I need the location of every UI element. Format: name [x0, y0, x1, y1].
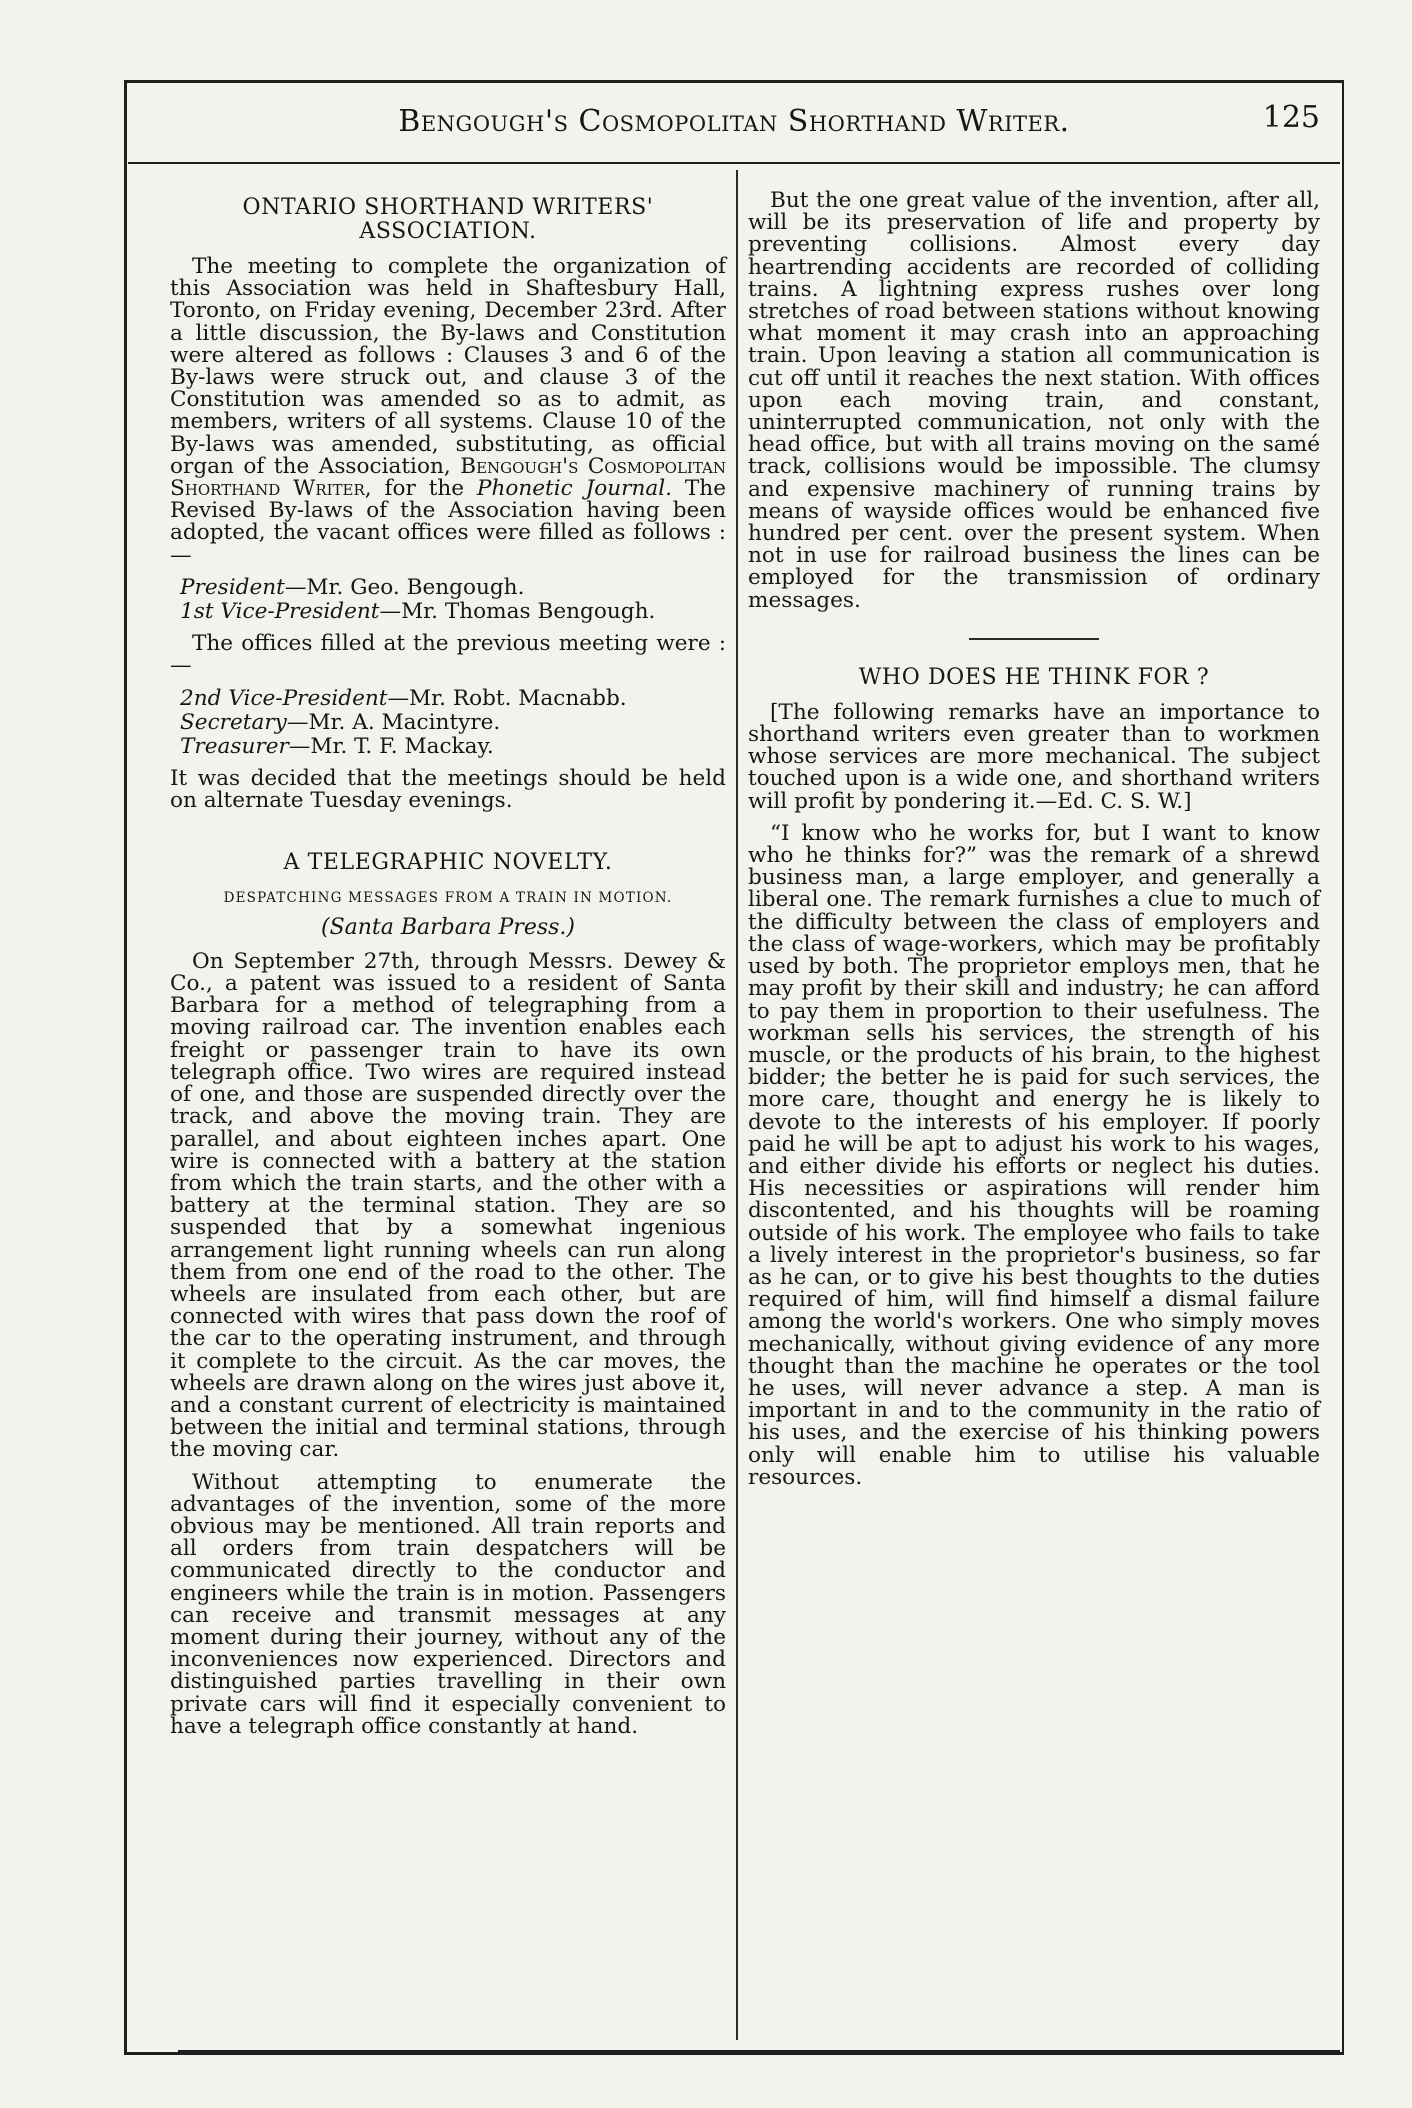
- header-rule: [128, 162, 1340, 164]
- officer-name: —Mr. Geo. Bengough.: [284, 574, 525, 600]
- officer-list: [170, 574, 726, 625]
- officer-entry: [170, 574, 726, 600]
- page-header: [124, 96, 1344, 166]
- article-paragraph: But the one great value of the invention, after all, will be its preservation of life and property by preventing collisions. Almost every day heartrending accidents are recorded of colliding trains. A lightning express rushes over long stretches of road between stations without knowing what moment it may crash into an approaching train. Upon leaving a station all communication is cut off until it reaches the next station. With offices upon each moving train, and constant, uninterrupted communication, not only with the head office, but with all trains moving on the samé track, collisions would be impossible. The clumsy and expensive machinery of running trains by means of wayside offices would be enhanced five hundred per cent. over the present system. When not in use for railroad business the lines can be employed for the transmission of ordinary messages.: [748, 188, 1320, 613]
- officer-entry: [170, 709, 726, 735]
- officer-name: —Mr. Thomas Bengough.: [379, 599, 656, 625]
- article-paragraph: It was decided that the meetings should be held on alternate Tuesday evenings.: [170, 766, 726, 814]
- officer-list: [170, 685, 726, 760]
- officer-role: 1st Vice-President: [180, 599, 380, 625]
- officer-name: —Mr. Robt. Macnabb.: [387, 685, 627, 711]
- journal-name: Phonetic Journal.: [476, 476, 673, 502]
- column-divider: [736, 170, 738, 2040]
- article-paragraph: [170, 256, 726, 567]
- journal-name: Bengough's Cosmopolitan Shorthand Writer: [170, 453, 726, 502]
- section-separator: [969, 638, 1099, 640]
- text-span: The meeting to complete the organization of this Association was held in Shaftesbury Hall, Toronto, on Friday evening, December 23rd. After a little discussion, the By-laws and Constitution were altered as follows : Clauses 3 and 6 of the By-laws were struck out, and clause 3 of the Constitution was amended so as to admit, as members, writers of all systems. Clause 10 of the By-laws was amended, substituting, as official organ of the Association,: [170, 254, 726, 479]
- text-span: The Revised By-laws of the Association having been adopted, the vacant offices were filled as follows :—: [170, 476, 726, 568]
- article-source: (Santa Barbara Press.): [320, 914, 575, 940]
- text-span: , for the: [364, 476, 477, 502]
- officer-entry: [170, 685, 726, 711]
- article-title: A TELEGRAPHIC NOVELTY.: [283, 849, 613, 875]
- article-paragraph: Without attempting to enumerate the advantages of the invention, some of the more obvious may be mentioned. All train reports and all orders from train despatchers will be communicated directly to the conductor and engineers while the train is in motion. Passengers can receive and transmit messages at any moment during their journey, without any of the inconveniences now experienced. Directors and distinguished parties travelling in their own private cars will find it especially convenient to have a telegraph office constantly at hand.: [170, 1469, 726, 1739]
- article-title: WHO DOES HE THINK FOR ?: [858, 664, 1210, 690]
- officer-name: —Mr. T. F. Mackay.: [288, 734, 494, 760]
- officer-name: —Mr. A. Macintyre.: [286, 709, 501, 735]
- article-paragraph: The offices filled at the previous meeting were :—: [170, 631, 726, 679]
- bottom-rule: [178, 2050, 1340, 2053]
- article-title: ONTARIO SHORTHAND WRITERS' ASSOCIATION.: [242, 195, 654, 244]
- page-number: 125: [1262, 100, 1320, 135]
- left-column: [170, 190, 726, 1748]
- officer-role: Treasurer: [180, 734, 289, 760]
- article-paragraph: On September 27th, through Messrs. Dewey & Co., a patent was issued to a resident of Santa Barbara for a method of telegraphing from a moving railroad car. The invention enables each freight or passenger train to have its own telegraph office. Two wires are required instead of one, and those are suspended directly over the track, and above the moving train. They are parallel, and about eighteen inches apart. One wire is connected with a battery at the station from which the train starts, and the other with a battery at the terminal station. They are so suspended that by a somewhat ingenious arrangement light running wheels can run along them from one end of the road to the other. The wheels are insulated from each other, but are connected with wires that pass down the roof of the car to the operating instrument, and through it complete to the circuit. As the car moves, the wheels are drawn along on the wires just above it, and a constant current of electricity is maintained between the initial and terminal stations, through the moving car.: [170, 948, 726, 1463]
- editor-note: [The following remarks have an importance to shorthand writers even greater than to workmen whose services are more mechanical. The subject touched upon is a wide one, and shorthand writers will profit by pondering it.—Ed. C. S. W.]: [748, 699, 1320, 814]
- officer-role: Secretary: [180, 709, 287, 735]
- right-column: [748, 190, 1320, 1499]
- officer-entry: [170, 736, 726, 758]
- article-subtitle: DESPATCHING MESSAGES FROM A TRAIN IN MOTION.: [223, 889, 673, 906]
- officer-entry: [170, 601, 726, 623]
- officer-role: President: [180, 574, 285, 600]
- article-paragraph: “I know who he works for, but I want to know who he thinks for?” was the remark of a shrewd business man, a large employer, and generally a liberal one. The remark furnishes a clue to much of the difficulty between the class of employers and the class of wage-workers, which may be profitably used by both. The proprietor employs men, that he may profit by their skill and industry; he can afford to pay them in proportion to their usefulness. The workman sells his services, the strength of his muscle, or the products of his brain, to the highest bidder; the better he is paid for such services, the more care, thought and energy he is likely to devote to the interests of his employer. If poorly paid he will be apt to adjust his work to his wages, and either divide his efforts or neglect his duties. His necessities or aspirations will render him discontented, and his thoughts will be roaming outside of his work. The employee who fails to take a lively interest in the proprietor's business, so far as he can, or to give his best thoughts to the duties required of him, will find himself a dismal failure among the world's workers. One who simply moves mechanically, without giving evidence of any more thought than the machine he operates or the tool he uses, will never advance a step. A man is important in and to the community in the ratio of his uses, and the exercise of his thinking powers only will enable him to utilise his valuable resources.: [748, 820, 1320, 1490]
- running-title: Bengough's Cosmopolitan Shorthand Writer.: [398, 104, 1070, 139]
- officer-role: 2nd Vice-President: [180, 685, 388, 711]
